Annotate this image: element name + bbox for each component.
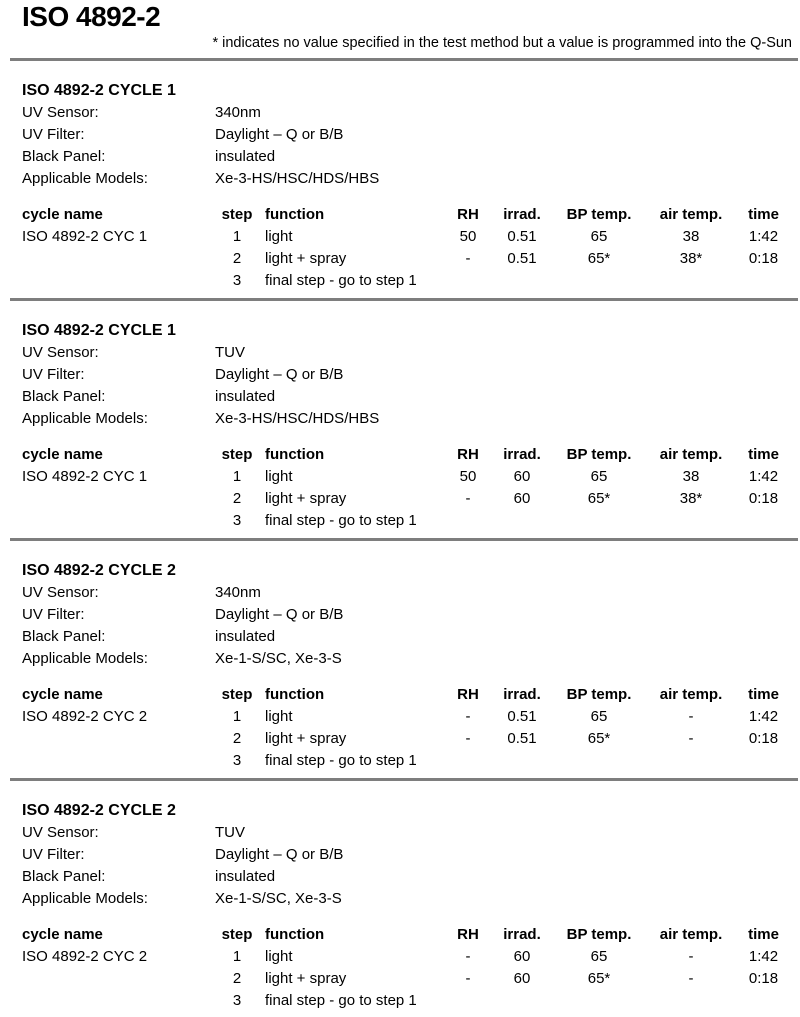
irrad-cell: 0.51 <box>507 250 537 267</box>
irrad-cell: 60 <box>513 490 531 507</box>
time-cell <box>737 510 790 532</box>
step-cell: 2 <box>232 730 242 747</box>
column-header-time: time <box>748 446 779 463</box>
time-cell <box>737 990 790 1012</box>
column-header-step: step <box>221 926 253 943</box>
info-row-uv-filter <box>22 124 800 146</box>
irrad-cell <box>491 270 553 292</box>
air-temp-cell: 38* <box>679 250 703 267</box>
info-row-uv-filter <box>22 364 800 386</box>
function-cell: final step - go to step 1 <box>265 752 417 769</box>
time-cell <box>737 750 790 772</box>
rh-cell: - <box>465 970 471 987</box>
info-row-applicable-models <box>22 408 800 430</box>
rh-cell: - <box>465 708 471 725</box>
column-header-rh: RH <box>457 446 479 463</box>
column-header-step: step <box>221 686 253 703</box>
info-row-black-panel <box>22 626 800 648</box>
page-title: ISO 4892-2 <box>22 1 161 32</box>
time-cell: 1:42 <box>748 708 779 725</box>
uv-filter-value: Daylight – Q or B/B <box>215 366 344 383</box>
air-temp-cell: 38 <box>682 468 700 485</box>
function-cell: light <box>265 948 293 965</box>
rh-cell: - <box>465 730 471 747</box>
bp-temp-cell: 65 <box>590 228 608 245</box>
air-temp-cell <box>645 270 737 292</box>
step-cell: 2 <box>232 250 242 267</box>
cycle-table <box>22 444 800 532</box>
rh-cell <box>445 270 491 292</box>
info-row-applicable-models <box>22 168 800 190</box>
applicable-models-label: Applicable Models: <box>22 410 148 427</box>
irrad-cell <box>491 990 553 1012</box>
uv-sensor-value: 340nm <box>215 104 261 121</box>
info-row-black-panel <box>22 146 800 168</box>
irrad-cell: 0.51 <box>507 228 537 245</box>
info-row-uv-sensor <box>22 342 800 364</box>
section-heading: ISO 4892-2 CYCLE 1 <box>22 322 176 339</box>
applicable-models-value: Xe-1-S/SC, Xe-3-S <box>215 650 342 667</box>
step-cell: 2 <box>232 970 242 987</box>
black-panel-label: Black Panel: <box>22 628 106 645</box>
irrad-cell: 0.51 <box>507 708 537 725</box>
applicable-models-label: Applicable Models: <box>22 650 148 667</box>
applicable-models-label: Applicable Models: <box>22 890 148 907</box>
cycle-table <box>22 924 800 1012</box>
uv-filter-label: UV Filter: <box>22 606 85 623</box>
rh-cell <box>445 990 491 1012</box>
black-panel-value: insulated <box>215 388 276 405</box>
function-cell: light <box>265 708 293 725</box>
bp-temp-cell: 65 <box>590 708 608 725</box>
uv-sensor-label: UV Sensor: <box>22 584 99 601</box>
column-header-function: function <box>265 686 325 703</box>
column-header-step: step <box>221 206 253 223</box>
applicable-models-value: Xe-1-S/SC, Xe-3-S <box>215 890 342 907</box>
column-header-rh: RH <box>457 686 479 703</box>
column-header-function: function <box>265 206 325 223</box>
column-header-cycle-name: cycle name <box>22 926 103 943</box>
air-temp-cell: 38* <box>679 490 703 507</box>
column-header-cycle-name: cycle name <box>22 686 103 703</box>
time-cell: 0:18 <box>748 730 779 747</box>
time-cell <box>737 270 790 292</box>
uv-sensor-label: UV Sensor: <box>22 344 99 361</box>
column-header-bp-temp: BP temp. <box>566 446 632 463</box>
cycle-name-cell <box>22 488 215 510</box>
bp-temp-cell <box>553 270 645 292</box>
function-cell: final step - go to step 1 <box>265 992 417 1009</box>
column-header-step: step <box>221 446 253 463</box>
cycle-section <box>0 61 800 292</box>
column-header-air-temp: air temp. <box>659 926 723 943</box>
uv-sensor-label: UV Sensor: <box>22 104 99 121</box>
rh-cell <box>445 510 491 532</box>
function-cell: light <box>265 228 293 245</box>
cycle-table <box>22 204 800 292</box>
column-header-bp-temp: BP temp. <box>566 206 632 223</box>
air-temp-cell: - <box>688 708 694 725</box>
column-header-bp-temp: BP temp. <box>566 686 632 703</box>
info-row-uv-sensor <box>22 822 800 844</box>
asterisk-note: * indicates no value specified in the test method but a value is programmed into the Q-Sun <box>212 35 792 51</box>
uv-filter-value: Daylight – Q or B/B <box>215 606 344 623</box>
section-heading: ISO 4892-2 CYCLE 2 <box>22 562 176 579</box>
function-cell: final step - go to step 1 <box>265 272 417 289</box>
step-cell: 1 <box>232 708 242 725</box>
column-header-irrad: irrad. <box>503 686 541 703</box>
bp-temp-cell: 65* <box>587 490 611 507</box>
cycle-name-cell: ISO 4892-2 CYC 2 <box>22 708 148 725</box>
black-panel-value: insulated <box>215 628 276 645</box>
irrad-cell: 60 <box>513 468 531 485</box>
info-row-uv-filter <box>22 844 800 866</box>
info-row-black-panel <box>22 866 800 888</box>
cycle-name-cell <box>22 728 215 750</box>
column-header-bp-temp: BP temp. <box>566 926 632 943</box>
irrad-cell: 60 <box>513 948 531 965</box>
bp-temp-cell <box>553 750 645 772</box>
info-row-uv-sensor <box>22 582 800 604</box>
cycle-name-cell <box>22 968 215 990</box>
bp-temp-cell: 65 <box>590 468 608 485</box>
uv-sensor-label: UV Sensor: <box>22 824 99 841</box>
section-heading: ISO 4892-2 CYCLE 2 <box>22 802 176 819</box>
cycle-section <box>0 301 800 532</box>
step-cell: 1 <box>232 468 242 485</box>
time-cell: 1:42 <box>748 228 779 245</box>
info-row-black-panel <box>22 386 800 408</box>
uv-filter-label: UV Filter: <box>22 366 85 383</box>
black-panel-value: insulated <box>215 868 276 885</box>
column-header-rh: RH <box>457 206 479 223</box>
irrad-cell <box>491 510 553 532</box>
function-cell: light <box>265 468 293 485</box>
bp-temp-cell: 65* <box>587 730 611 747</box>
cycle-name-cell: ISO 4892-2 CYC 1 <box>22 228 148 245</box>
info-row-applicable-models <box>22 648 800 670</box>
air-temp-cell <box>645 990 737 1012</box>
cycle-table <box>22 684 800 772</box>
uv-sensor-value: TUV <box>215 824 245 841</box>
column-header-time: time <box>748 686 779 703</box>
irrad-cell: 0.51 <box>507 730 537 747</box>
cycle-name-cell <box>22 510 215 532</box>
rh-cell: - <box>465 250 471 267</box>
cycle-section <box>0 781 800 1012</box>
air-temp-cell <box>645 750 737 772</box>
air-temp-cell: - <box>688 970 694 987</box>
info-row-applicable-models <box>22 888 800 910</box>
irrad-cell: 60 <box>513 970 531 987</box>
black-panel-label: Black Panel: <box>22 388 106 405</box>
uv-filter-label: UV Filter: <box>22 126 85 143</box>
info-row-uv-sensor <box>22 102 800 124</box>
rh-cell: - <box>465 490 471 507</box>
cycle-name-cell: ISO 4892-2 CYC 1 <box>22 468 148 485</box>
uv-sensor-value: TUV <box>215 344 245 361</box>
bp-temp-cell: 65* <box>587 970 611 987</box>
cycle-name-cell <box>22 248 215 270</box>
column-header-air-temp: air temp. <box>659 686 723 703</box>
cycle-name-cell <box>22 990 215 1012</box>
rh-cell: - <box>465 948 471 965</box>
air-temp-cell: - <box>688 730 694 747</box>
cycle-name-cell: ISO 4892-2 CYC 2 <box>22 948 148 965</box>
column-header-rh: RH <box>457 926 479 943</box>
function-cell: final step - go to step 1 <box>265 512 417 529</box>
function-cell: light + spray <box>265 730 347 747</box>
step-cell: 3 <box>232 512 242 529</box>
column-header-irrad: irrad. <box>503 926 541 943</box>
air-temp-cell: 38 <box>682 228 700 245</box>
time-cell: 0:18 <box>748 490 779 507</box>
page-header <box>0 2 800 52</box>
black-panel-label: Black Panel: <box>22 868 106 885</box>
step-cell: 1 <box>232 948 242 965</box>
section-heading: ISO 4892-2 CYCLE 1 <box>22 82 176 99</box>
uv-sensor-value: 340nm <box>215 584 261 601</box>
column-header-air-temp: air temp. <box>659 446 723 463</box>
black-panel-label: Black Panel: <box>22 148 106 165</box>
column-header-air-temp: air temp. <box>659 206 723 223</box>
column-header-irrad: irrad. <box>503 206 541 223</box>
info-row-uv-filter <box>22 604 800 626</box>
step-cell: 3 <box>232 272 242 289</box>
column-header-irrad: irrad. <box>503 446 541 463</box>
black-panel-value: insulated <box>215 148 276 165</box>
irrad-cell <box>491 750 553 772</box>
column-header-time: time <box>748 926 779 943</box>
function-cell: light + spray <box>265 490 347 507</box>
step-cell: 3 <box>232 752 242 769</box>
time-cell: 0:18 <box>748 970 779 987</box>
air-temp-cell <box>645 510 737 532</box>
sections-container <box>0 61 800 1012</box>
column-header-time: time <box>748 206 779 223</box>
uv-filter-value: Daylight – Q or B/B <box>215 846 344 863</box>
step-cell: 3 <box>232 992 242 1009</box>
cycle-section <box>0 541 800 772</box>
bp-temp-cell: 65 <box>590 948 608 965</box>
rh-cell: 50 <box>459 228 477 245</box>
cycle-name-cell <box>22 270 215 292</box>
column-header-function: function <box>265 446 325 463</box>
bp-temp-cell <box>553 510 645 532</box>
time-cell: 1:42 <box>748 468 779 485</box>
column-header-function: function <box>265 926 325 943</box>
cycle-name-cell <box>22 750 215 772</box>
bp-temp-cell: 65* <box>587 250 611 267</box>
uv-filter-value: Daylight – Q or B/B <box>215 126 344 143</box>
bp-temp-cell <box>553 990 645 1012</box>
function-cell: light + spray <box>265 970 347 987</box>
rh-cell: 50 <box>459 468 477 485</box>
function-cell: light + spray <box>265 250 347 267</box>
column-header-cycle-name: cycle name <box>22 206 103 223</box>
time-cell: 1:42 <box>748 948 779 965</box>
air-temp-cell: - <box>688 948 694 965</box>
time-cell: 0:18 <box>748 250 779 267</box>
uv-filter-label: UV Filter: <box>22 846 85 863</box>
rh-cell <box>445 750 491 772</box>
column-header-cycle-name: cycle name <box>22 446 103 463</box>
applicable-models-label: Applicable Models: <box>22 170 148 187</box>
step-cell: 1 <box>232 228 242 245</box>
applicable-models-value: Xe-3-HS/HSC/HDS/HBS <box>215 410 380 427</box>
step-cell: 2 <box>232 490 242 507</box>
applicable-models-value: Xe-3-HS/HSC/HDS/HBS <box>215 170 380 187</box>
